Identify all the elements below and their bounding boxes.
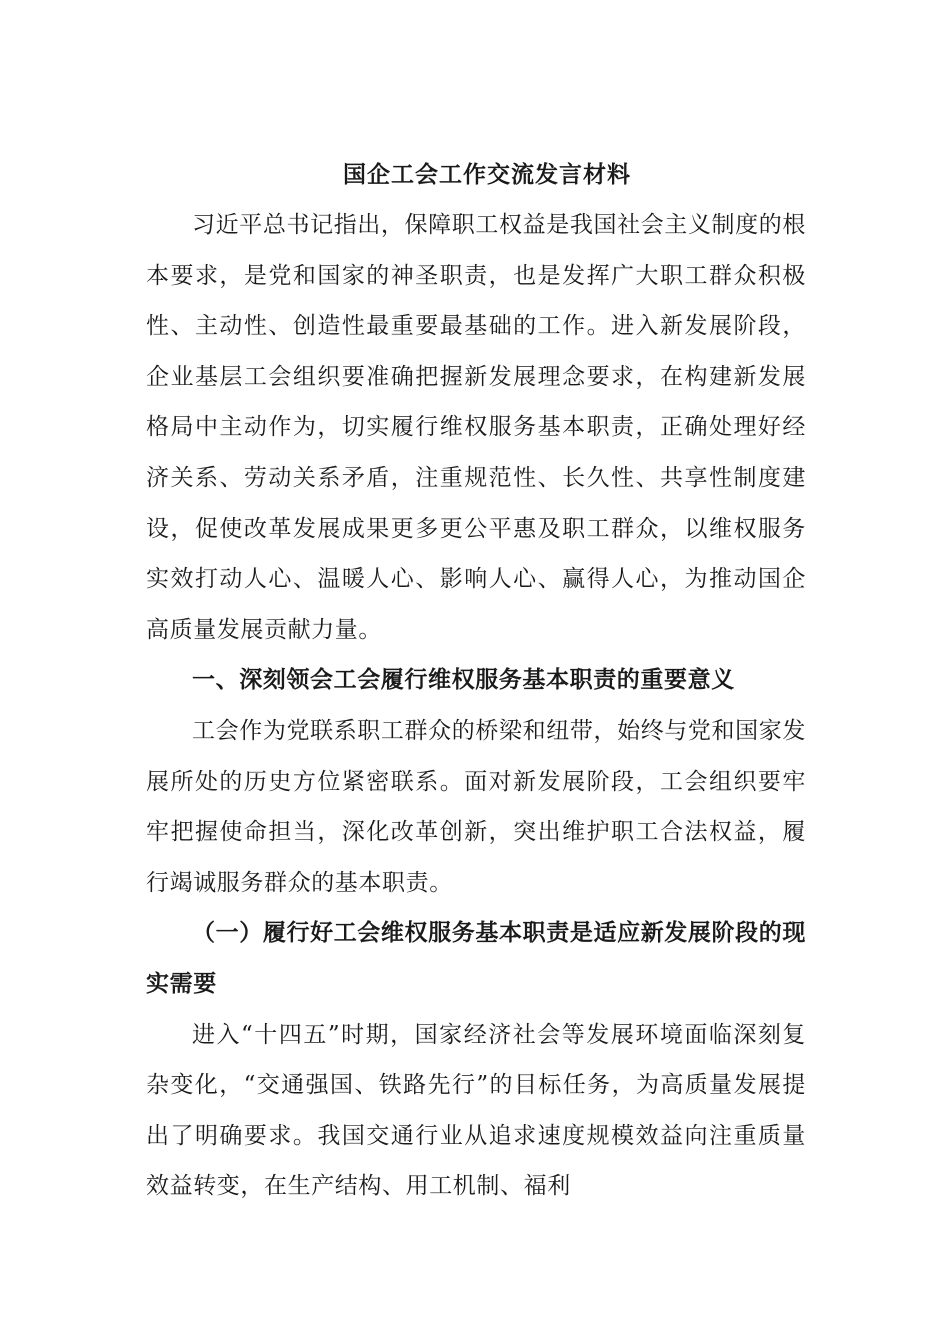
- subsection-1-paragraph: 进入“十四五”时期，国家经济社会等发展环境面临深刻复杂变化，“交通强国、铁路先行”的目标任务，为高质量发展提出了明确要求。我国交通行业从追求速度规模效益向注重质量效益转变，在生产结构、用工机制、福利: [146, 1021, 806, 1200]
- section-1-heading: 一、深刻领会工会履行维权服务基本职责的重要意义: [192, 667, 735, 694]
- intro-paragraph: 习近平总书记指出，保障职工权益是我国社会主义制度的根本要求，是党和国家的神圣职责，也是发挥广大职工群众积极性、主动性、创造性最重要最基础的工作。进入新发展阶段，企业基层工会组织要准确把握新发展理念要求，在构建新发展格局中主动作为，切实履行维权服务基本职责，正确处理好经济关系、劳动关系矛盾，注重规范性、长久性、共享性制度建设，促使改革发展成果更多更公平惠及职工群众，以维权服务实效打动人心、温暖人心、影响人心、赢得人心，为推动国企高质量发展贡献力量。: [146, 212, 806, 643]
- subsection-1-heading: （一）履行好工会维权服务基本职责是适应新发展阶段的现实需要: [146, 920, 806, 997]
- section-1-paragraph: 工会作为党联系职工群众的桥梁和纽带，始终与党和国家发展所处的历史方位紧密联系。面对新发展阶段，工会组织要牢牢把握使命担当，深化改革创新，突出维护职工合法权益，履行竭诚服务群众的基本职责。: [146, 717, 806, 896]
- document-title: 国企工会工作交流发言材料: [343, 162, 631, 188]
- document-page: [146, 150, 806, 1212]
